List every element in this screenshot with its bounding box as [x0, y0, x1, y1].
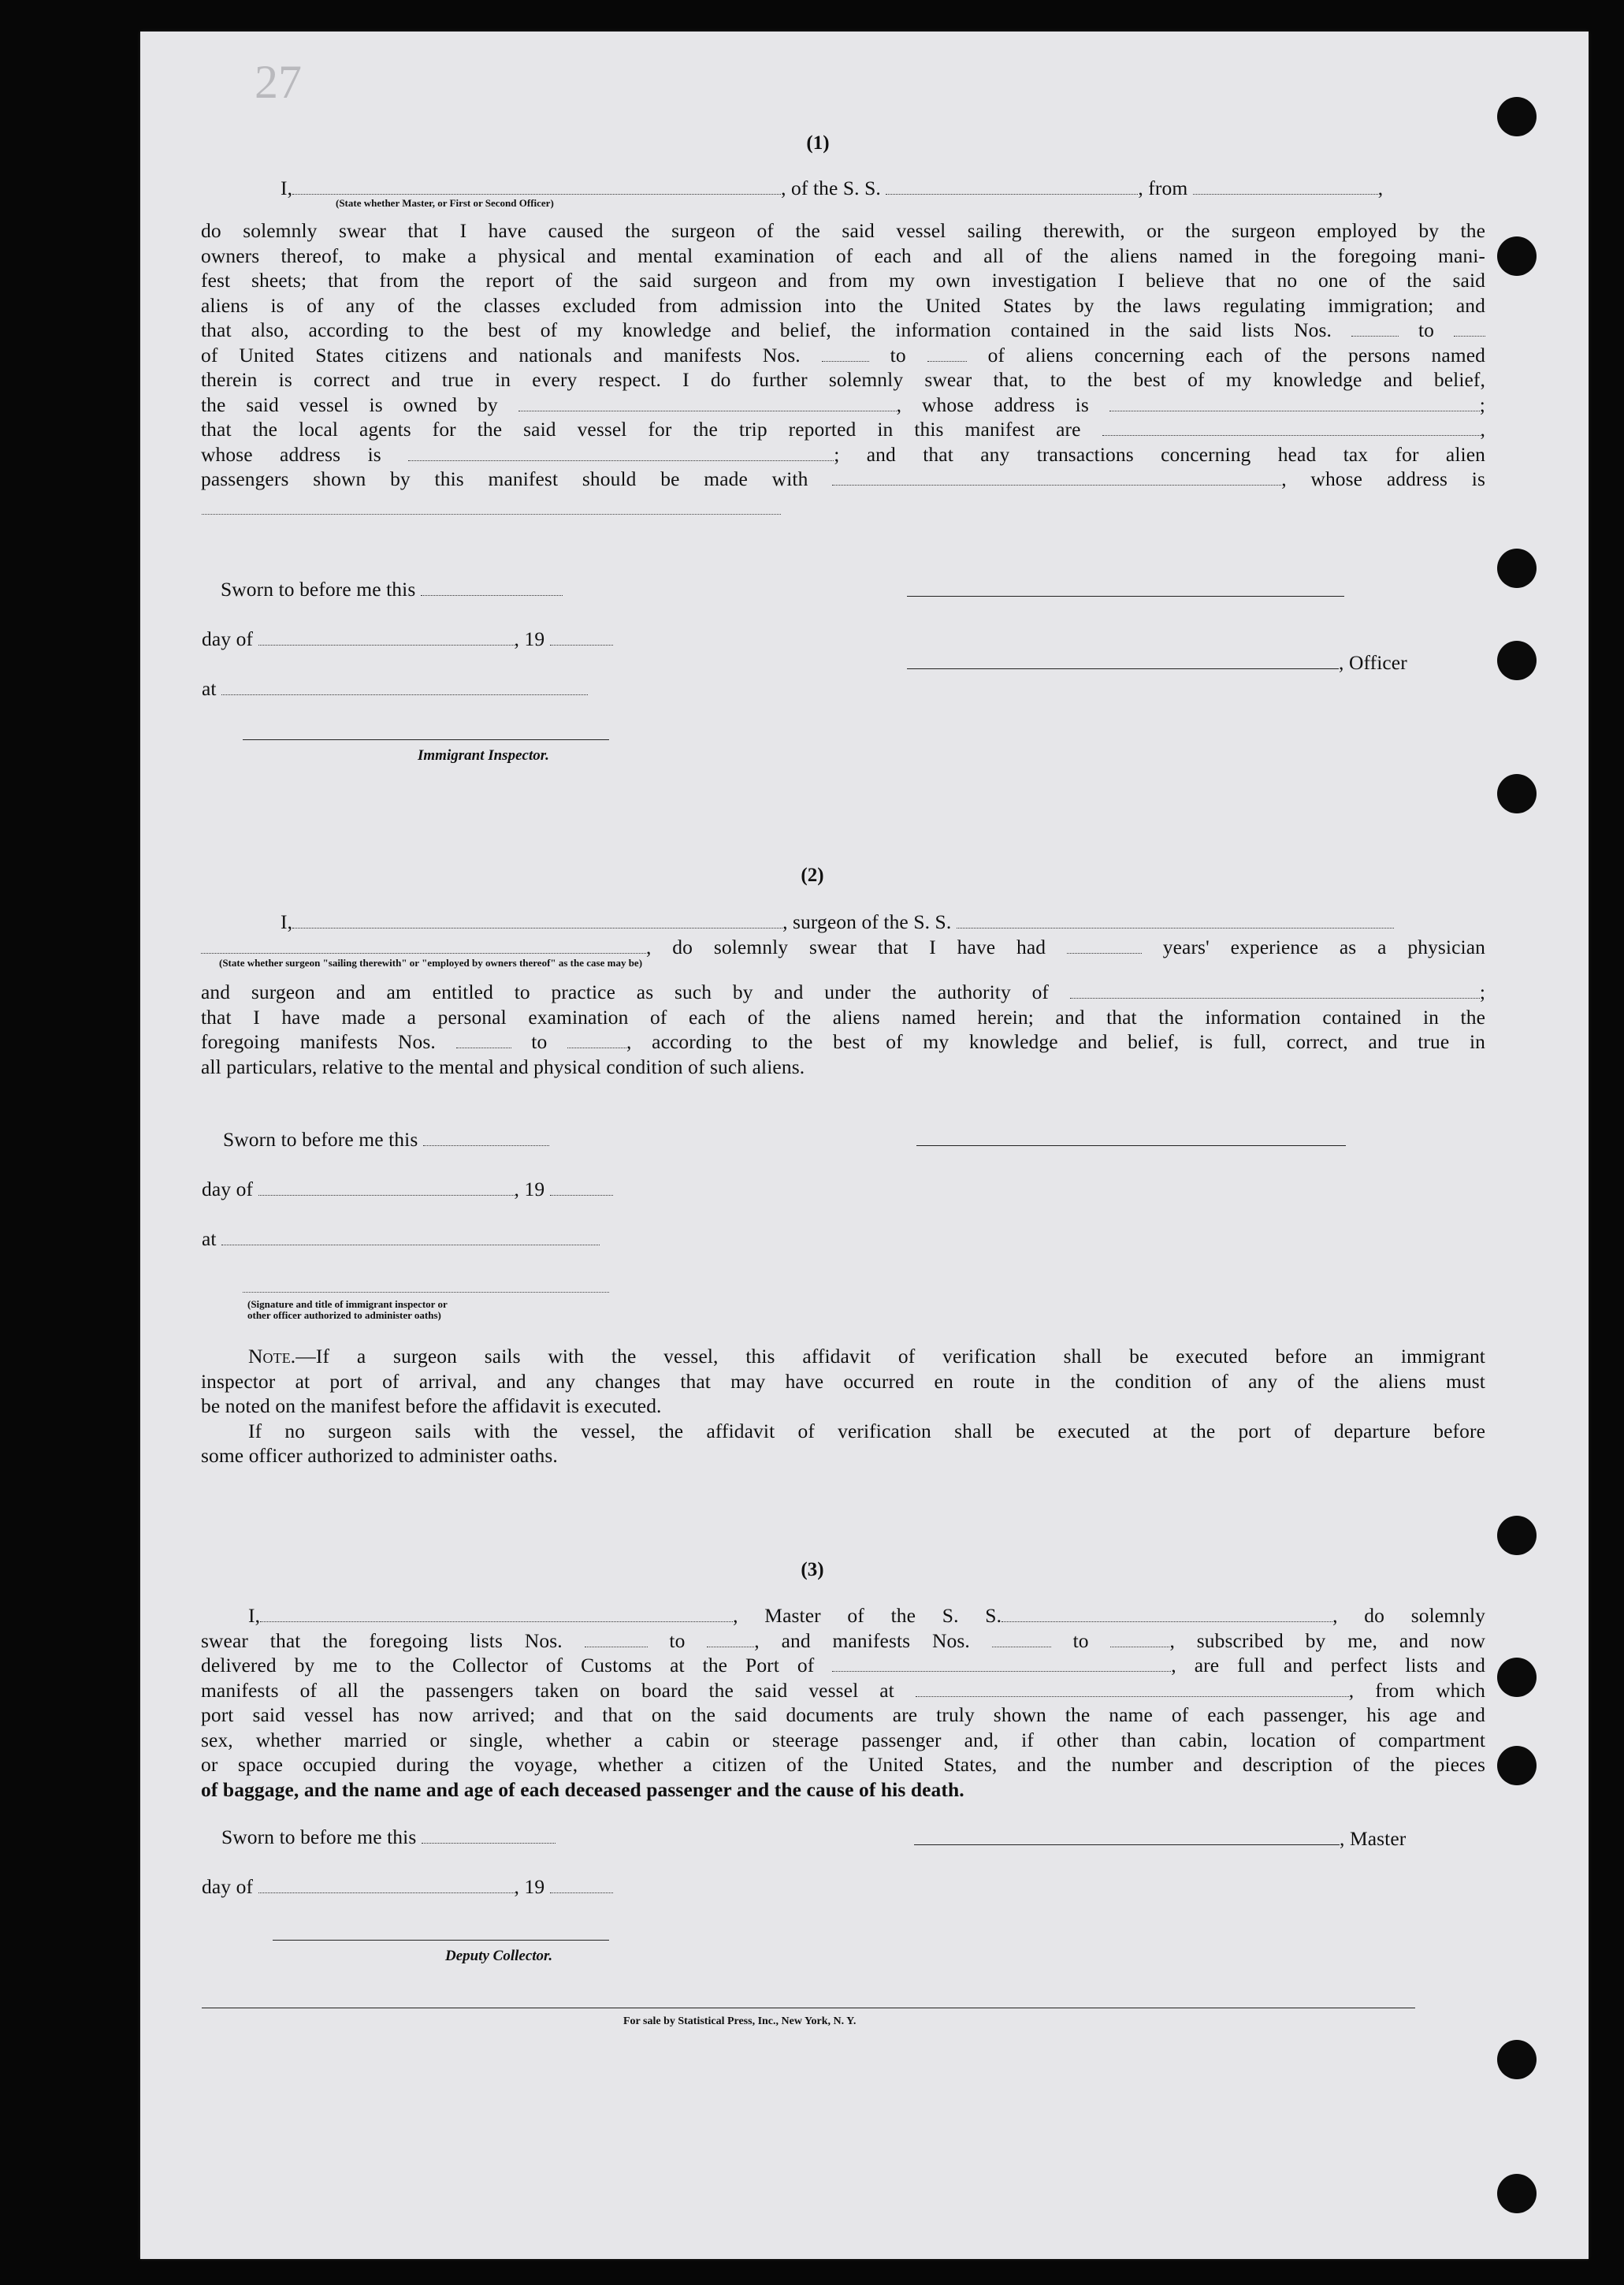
binder-hole — [1497, 1746, 1537, 1785]
s1-inspector-line — [243, 739, 609, 740]
s1-line1: I, , of the S. S. , from , — [281, 177, 1384, 199]
s2-note: Note.—If a surgeon sails with the vessel, this affidavit of verification shall be executed before an immigrant inspector at port of arrival, and any changes that may have occurred en route in the condition of any of the aliens must be noted on the manifest before the affidavit is executed. If no surgeon sails with the vessel, the affidavit of verification shall be executed at the port of departure before some officer authorized to administer oaths. — [201, 1345, 1485, 1467]
s1-at: at — [202, 676, 588, 702]
s3-oath-body: I, , Master of the S. S. , do solemnly swear that the foregoing lists Nos. to , and manifests Nos. to , subscribed by me, and now delivered by me to the Collector of Customs at the Port of , are full and perfect lists and manifests of all the passengers taken on board the said vessel at , from which port said vessel has now arrived; and that on the said documents are truly shown the name of each passenger, his age and sex, whether married or single, whether a cabin or steerage passenger and, if other than cabin, location of compartment or space occupied during the voyage, whether a citizen of the United States, and the number and description of the pieces of baggage, and the name and age of each deceased passenger and the cause of his death. — [201, 1604, 1486, 1801]
s2-line2: , do solemnly swear that I have had years' experience as a physician — [201, 935, 1485, 960]
s2-sig-line — [916, 1145, 1346, 1146]
binder-hole — [1497, 2174, 1537, 2213]
binder-hole — [1497, 2040, 1537, 2079]
s3-deputy-label: Deputy Collector. — [445, 1948, 553, 1964]
handwritten-page-number: 27 — [255, 56, 302, 108]
binder-hole — [1497, 549, 1537, 588]
binder-hole — [1497, 774, 1537, 813]
s2-at: at — [202, 1226, 600, 1252]
s1-oath-body: do solemnly swear that I have caused the surgeon of the said vessel sailing therewith, or the surgeon employed by the owners thereof, to make a physical and mental examination of each and all of the aliens named in the foregoing mani- fest sheets; that from the report of the said surgeon and from my own investigation I believe that no one of the said aliens is of any of the classes excluded from admission into the United States by the laws regulating immigration; and that also, according to the best of my knowledge and belief, the information contained in the said lists Nos. to of United States citizens and nationals and manifests Nos. to of aliens concerning each of the persons named therein is correct and true in every respect. I do further solemnly swear that, to the best of my knowledge and belief, the said vessel is owned by , whose address is ; that the local agents for the said vessel for the trip reported in this manifest are , whose address is ; and that any transactions concerning head tax for alien passengers shown by this manifest should be made with , whose address is — [201, 219, 1485, 490]
s3-deputy-line — [273, 1940, 609, 1941]
binder-hole — [1497, 97, 1537, 136]
s3-dayof: day of , 19 — [202, 1874, 613, 1900]
s2-oath-body: and surgeon and am entitled to practice as such by and under the authority of ; that I have made a personal examination of each of the aliens named herein; and that the information contained in the foregoing manifests Nos. to , according to the best of my knowledge and belief, is full, correct, and true in all particulars, relative to the mental and physical condition of such aliens. — [201, 981, 1485, 1078]
s1-sig-line-1 — [907, 596, 1344, 597]
s1-officer-note: (State whether Master, or First or Second Officer) — [336, 197, 554, 209]
s1-sworn: Sworn to before me this — [221, 577, 563, 602]
binder-hole — [1497, 1516, 1537, 1555]
s3-master: , Master — [914, 1826, 1406, 1851]
s1-officer: , Officer — [907, 650, 1407, 675]
binder-hole — [1497, 641, 1537, 680]
binder-hole — [1497, 236, 1537, 276]
manifest-back-page — [140, 32, 1589, 2259]
s2-surgeon-note: (State whether surgeon "sailing therewith" or "employed by owners thereof" as the case may be) — [219, 957, 643, 969]
s2-sig-blank — [243, 1292, 609, 1293]
section-1-number: (1) — [806, 132, 830, 154]
s2-sig-caption: (Signature and title of immigrant inspector or other officer authorized to administer oaths) — [247, 1298, 448, 1321]
s2-line1: I, , surgeon of the S. S. — [251, 910, 1394, 935]
s1-inspector-label: Immigrant Inspector. — [418, 747, 549, 764]
binder-hole — [1497, 1658, 1537, 1697]
s1-dayof: day of , 19 — [202, 627, 613, 652]
s1-address-blank — [202, 514, 781, 515]
s2-sworn: Sworn to before me this — [223, 1127, 549, 1152]
section-3-number: (3) — [801, 1559, 824, 1580]
footer-imprint: For sale by Statistical Press, Inc., New York, N. Y. — [623, 2015, 857, 2027]
s3-sworn: Sworn to before me this — [221, 1825, 556, 1850]
s2-dayof: day of , 19 — [202, 1177, 613, 1202]
section-2-number: (2) — [801, 865, 824, 886]
